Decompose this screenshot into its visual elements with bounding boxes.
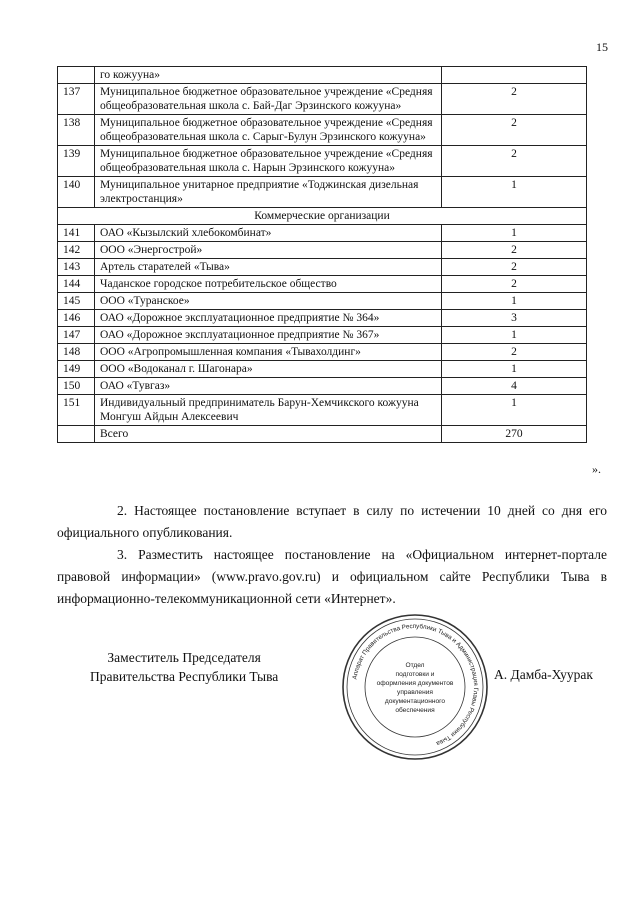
row-count: 3 bbox=[442, 310, 587, 327]
closing-quote: ». bbox=[592, 462, 601, 476]
organization-name: ОАО «Кызылский хлебокомбинат» bbox=[95, 225, 442, 242]
table-row bbox=[58, 310, 587, 327]
seal-center-line-2: подготовки и bbox=[395, 671, 435, 678]
seal-center-line-4: управления bbox=[397, 689, 433, 696]
table-row bbox=[58, 344, 587, 361]
seal-center-line-5: документационного bbox=[384, 698, 446, 705]
row-number: 150 bbox=[58, 378, 95, 395]
page-number: 15 bbox=[596, 40, 608, 54]
row-count: 2 bbox=[442, 242, 587, 259]
organization-name: ОАО «Дорожное эксплуатационное предприятие № 364» bbox=[95, 310, 442, 327]
table-row bbox=[58, 293, 587, 310]
organization-name: ООО «Туранское» bbox=[95, 293, 442, 310]
organization-name: ООО «Энергострой» bbox=[95, 242, 442, 259]
signatory-title-line-2: Правительства Республики Тыва bbox=[90, 669, 279, 684]
row-number bbox=[58, 67, 95, 84]
paragraph-3: 3. Разместить настоящее постановление на «Официальном интернет-портале правовой информации» (www.pravo.gov.ru) и официальном сайте Республики Тыва в информационно-телекоммуникационной сети «Интернет». bbox=[57, 547, 607, 606]
row-count: 1 bbox=[442, 395, 587, 426]
table-row bbox=[58, 327, 587, 344]
row-number: 148 bbox=[58, 344, 95, 361]
row-number: 149 bbox=[58, 361, 95, 378]
row-number: 139 bbox=[58, 146, 95, 177]
row-count: 4 bbox=[442, 378, 587, 395]
row-count: 2 bbox=[442, 259, 587, 276]
organization-name: ОАО «Дорожное эксплуатационное предприятие № 367» bbox=[95, 327, 442, 344]
total-value: 270 bbox=[442, 426, 587, 443]
organization-name: Муниципальное бюджетное образовательное учреждение «Средняя общеобразовательная школа с. Нарын Эрзинского кожууна» bbox=[95, 146, 442, 177]
row-number: 141 bbox=[58, 225, 95, 242]
organization-name: ОАО «Тувгаз» bbox=[95, 378, 442, 395]
table-row bbox=[58, 361, 587, 378]
signatory-title-line-1: Заместитель Председателя bbox=[107, 650, 261, 665]
official-seal bbox=[340, 612, 490, 762]
seal-center-line-1: Отдел bbox=[405, 662, 425, 669]
signatory-title bbox=[90, 648, 278, 686]
table-row bbox=[58, 395, 587, 426]
seal-ring-2 bbox=[347, 619, 483, 755]
table-row bbox=[58, 146, 587, 177]
seal-inner-ring bbox=[365, 637, 465, 737]
row-count: 1 bbox=[442, 293, 587, 310]
row-count: 1 bbox=[442, 361, 587, 378]
row-number: 138 bbox=[58, 115, 95, 146]
row-number: 144 bbox=[58, 276, 95, 293]
table-row bbox=[58, 84, 587, 115]
row-count: 1 bbox=[442, 327, 587, 344]
row-number: 143 bbox=[58, 259, 95, 276]
row-count: 2 bbox=[442, 115, 587, 146]
row-number: 140 bbox=[58, 177, 95, 208]
row-count: 2 bbox=[442, 344, 587, 361]
section-row bbox=[58, 208, 587, 225]
row-count: 2 bbox=[442, 276, 587, 293]
organization-name: Муниципальное бюджетное образовательное учреждение «Средняя общеобразовательная школа с. Бай-Даг Эрзинского кожууна» bbox=[95, 84, 442, 115]
row-number: 146 bbox=[58, 310, 95, 327]
organization-name: Чаданское городское потребительское общество bbox=[95, 276, 442, 293]
row-count bbox=[442, 67, 587, 84]
organization-name: ООО «Агропромышленная компания «Тывахолдинг» bbox=[95, 344, 442, 361]
organizations-table bbox=[57, 66, 587, 443]
table-row bbox=[58, 242, 587, 259]
paragraph-2: 2. Настоящее постановление вступает в силу по истечении 10 дней со дня его официального опубликования. bbox=[57, 503, 607, 540]
table-row bbox=[58, 67, 587, 84]
table-row bbox=[58, 276, 587, 293]
row-count: 2 bbox=[442, 146, 587, 177]
table-row bbox=[58, 378, 587, 395]
row-count: 1 bbox=[442, 225, 587, 242]
total-label: Всего bbox=[95, 426, 442, 443]
seal-center-line-6: обеспечения bbox=[395, 707, 435, 714]
row-number: 137 bbox=[58, 84, 95, 115]
organization-name: Муниципальное бюджетное образовательное учреждение «Средняя общеобразовательная школа с. Сарыг-Булун Эрзинского кожууна» bbox=[95, 115, 442, 146]
section-title: Коммерческие организации bbox=[58, 208, 587, 225]
total-num-cell bbox=[58, 426, 95, 443]
row-number: 145 bbox=[58, 293, 95, 310]
row-count: 2 bbox=[442, 84, 587, 115]
organization-name: Индивидуальный предприниматель Барун-Хемчикского кожууна Монгуш Айдын Алексеевич bbox=[95, 395, 442, 426]
row-number: 147 bbox=[58, 327, 95, 344]
total-row bbox=[58, 426, 587, 443]
organization-name: Муниципальное унитарное предприятие «Тоджинская дизельная электростанция» bbox=[95, 177, 442, 208]
signatory-name: А. Дамба-Хуурак bbox=[494, 667, 593, 682]
row-number: 151 bbox=[58, 395, 95, 426]
row-number: 142 bbox=[58, 242, 95, 259]
row-count: 1 bbox=[442, 177, 587, 208]
table-row bbox=[58, 225, 587, 242]
seal-ring-text: Аппарат Правительства Республики Тыва и Администрация Главы Республики Тыва bbox=[351, 622, 480, 747]
seal-center-line-3: оформления документов bbox=[376, 680, 454, 687]
table-row bbox=[58, 259, 587, 276]
organization-name: ООО «Водоканал г. Шагонара» bbox=[95, 361, 442, 378]
organization-name: го кожууна» bbox=[95, 67, 442, 84]
organization-name: Артель старателей «Тыва» bbox=[95, 259, 442, 276]
table-row bbox=[58, 115, 587, 146]
table-row bbox=[58, 177, 587, 208]
